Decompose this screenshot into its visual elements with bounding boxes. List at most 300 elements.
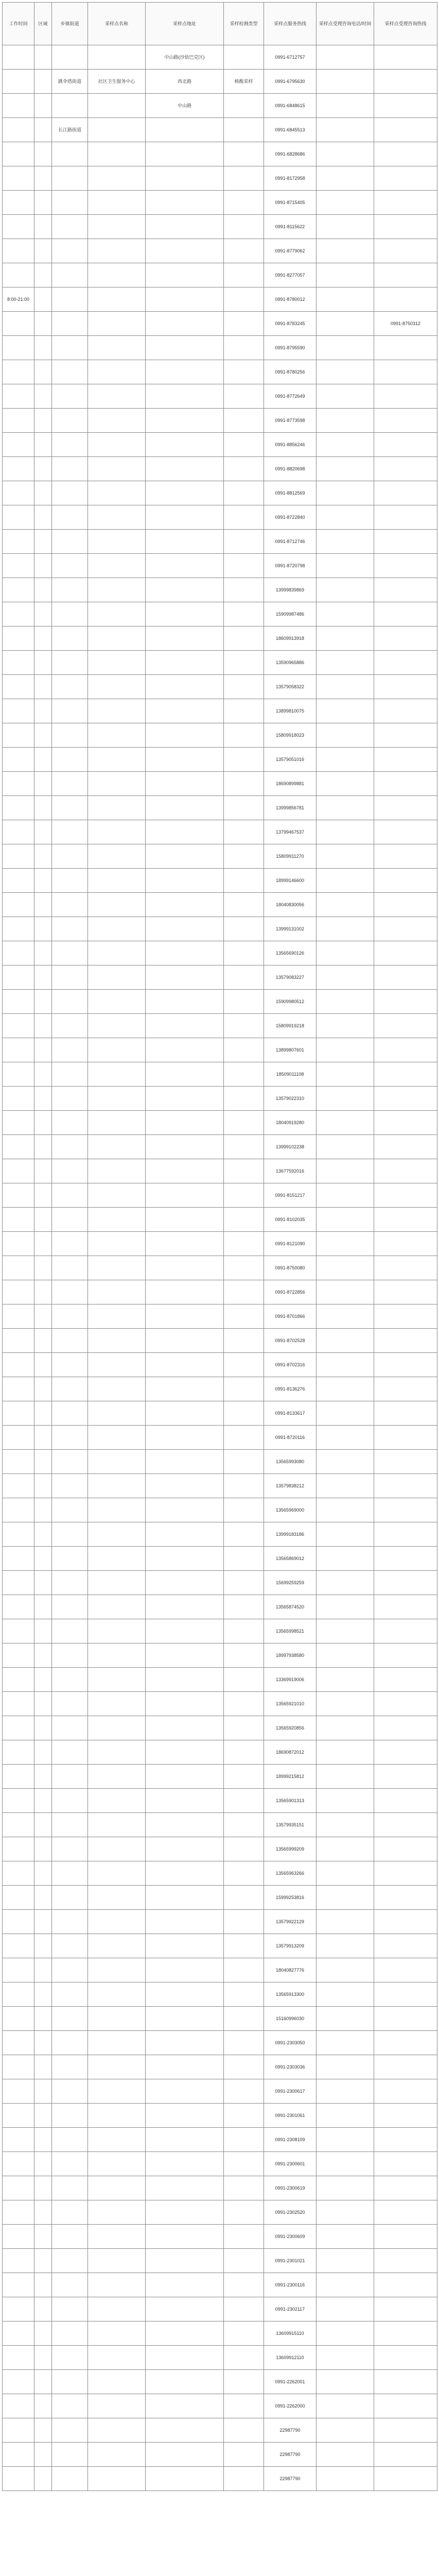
table-row	[3, 2273, 437, 2297]
consult-hotline-cell	[374, 481, 437, 505]
work-time-cell	[3, 1038, 34, 1062]
site-name-cell	[88, 360, 146, 384]
service-phone-cell: 13999839869	[264, 578, 317, 602]
service-phone-cell: 13565969000	[264, 1498, 317, 1522]
consult-hotline-cell	[374, 2467, 437, 2491]
consult-time-cell	[317, 1087, 374, 1111]
area-cell	[34, 2249, 52, 2273]
site-name-cell	[88, 2007, 146, 2031]
area-cell	[34, 1450, 52, 1474]
consult-time-cell	[317, 1571, 374, 1595]
site-name-cell	[88, 1837, 146, 1861]
consult-time-cell	[317, 1401, 374, 1426]
site-name-cell	[88, 1861, 146, 1886]
area-cell	[34, 1837, 52, 1861]
work-time-cell	[3, 2394, 34, 2418]
test-type-cell	[224, 1571, 264, 1595]
consult-time-cell	[317, 1643, 374, 1668]
test-type-cell	[224, 651, 264, 675]
site-name-cell	[88, 1643, 146, 1668]
table-row	[3, 820, 437, 844]
site-address-cell	[146, 1450, 224, 1474]
table-row	[3, 723, 437, 748]
table-row	[3, 1280, 437, 1304]
test-type-cell	[224, 1934, 264, 1958]
site-name-cell	[88, 2418, 146, 2443]
consult-hotline-cell	[374, 1401, 437, 1426]
site-address-cell	[146, 360, 224, 384]
consult-time-cell	[317, 360, 374, 384]
consult-hotline-cell	[374, 893, 437, 917]
consult-hotline-cell	[374, 1958, 437, 1982]
consult-hotline-cell	[374, 578, 437, 602]
service-phone-cell: 0991-6712757	[264, 45, 317, 70]
consult-hotline-cell	[374, 1886, 437, 1910]
site-name-cell	[88, 287, 146, 312]
test-type-cell	[224, 1426, 264, 1450]
work-time-cell	[3, 530, 34, 554]
site-name-cell	[88, 1062, 146, 1087]
test-type-cell	[224, 142, 264, 166]
consult-hotline-cell	[374, 1353, 437, 1377]
test-type-cell	[224, 772, 264, 796]
consult-hotline-cell	[374, 844, 437, 869]
consult-hotline-cell	[374, 530, 437, 554]
table-row	[3, 626, 437, 651]
header-service-phone: 采样点服务热线	[264, 3, 317, 45]
site-name-cell	[88, 602, 146, 626]
work-time-cell	[3, 215, 34, 239]
street-cell: 跳伞塔街道	[52, 70, 88, 94]
work-time-cell	[3, 118, 34, 142]
table-row	[3, 1304, 437, 1329]
consult-hotline-cell	[374, 409, 437, 433]
service-phone-cell: 0991-8812569	[264, 481, 317, 505]
test-type-cell	[224, 1668, 264, 1692]
test-type-cell	[224, 2079, 264, 2104]
consult-hotline-cell	[374, 2007, 437, 2031]
area-cell	[34, 312, 52, 336]
consult-hotline-cell	[374, 1716, 437, 1740]
service-phone-cell: 13565874520	[264, 1595, 317, 1619]
area-cell	[34, 409, 52, 433]
service-phone-cell: 13579913209	[264, 1934, 317, 1958]
table-row	[3, 2249, 437, 2273]
table-row	[3, 2079, 437, 2104]
site-address-cell	[146, 723, 224, 748]
street-cell	[52, 360, 88, 384]
work-time-cell	[3, 70, 34, 94]
site-name-cell	[88, 433, 146, 457]
consult-hotline-cell	[374, 1910, 437, 1934]
consult-hotline-cell	[374, 457, 437, 481]
work-time-cell	[3, 1474, 34, 1498]
table-row	[3, 360, 437, 384]
work-time-cell	[3, 1401, 34, 1426]
work-time-cell: 8:00-21:00	[3, 287, 34, 312]
work-time-cell	[3, 1910, 34, 1934]
table-row	[3, 384, 437, 409]
service-phone-cell: 0991-2300601	[264, 2152, 317, 2176]
consult-hotline-cell	[374, 1861, 437, 1886]
test-type-cell	[224, 1183, 264, 1208]
work-time-cell	[3, 1377, 34, 1401]
test-type-cell	[224, 263, 264, 287]
site-address-cell	[146, 2055, 224, 2079]
area-cell	[34, 118, 52, 142]
street-cell	[52, 1474, 88, 1498]
service-phone-cell: 0991-8172958	[264, 166, 317, 191]
site-name-cell	[88, 2273, 146, 2297]
site-name-cell	[88, 1982, 146, 2007]
test-type-cell	[224, 1522, 264, 1547]
site-address-cell	[146, 748, 224, 772]
consult-hotline-cell	[374, 2152, 437, 2176]
test-type-cell	[224, 990, 264, 1014]
area-cell	[34, 336, 52, 360]
consult-time-cell	[317, 2055, 374, 2079]
service-phone-cell: 15909987486	[264, 602, 317, 626]
service-phone-cell: 13579935151	[264, 1813, 317, 1837]
work-time-cell	[3, 1740, 34, 1765]
service-phone-cell: 0991-8115622	[264, 215, 317, 239]
table-row	[3, 917, 437, 941]
site-address-cell	[146, 1595, 224, 1619]
area-cell	[34, 1401, 52, 1426]
site-address-cell	[146, 1716, 224, 1740]
street-cell	[52, 1716, 88, 1740]
table-row	[3, 530, 437, 554]
area-cell	[34, 554, 52, 578]
work-time-cell	[3, 2273, 34, 2297]
consult-hotline-cell	[374, 772, 437, 796]
site-name-cell	[88, 1716, 146, 1740]
site-address-cell	[146, 1910, 224, 1934]
site-address-cell	[146, 578, 224, 602]
test-type-cell	[224, 1450, 264, 1474]
consult-hotline-cell	[374, 1450, 437, 1474]
consult-time-cell	[317, 2321, 374, 2346]
test-type-cell	[224, 2273, 264, 2297]
table-row	[3, 1135, 437, 1159]
consult-time-cell	[317, 1886, 374, 1910]
site-name-cell	[88, 1595, 146, 1619]
consult-hotline-cell	[374, 554, 437, 578]
consult-hotline-cell	[374, 1619, 437, 1643]
site-name-cell	[88, 1958, 146, 1982]
site-name-cell	[88, 1571, 146, 1595]
test-type-cell	[224, 1547, 264, 1571]
table-row	[3, 2443, 437, 2467]
site-name-cell	[88, 965, 146, 990]
consult-hotline-cell	[374, 917, 437, 941]
area-cell	[34, 1643, 52, 1668]
service-phone-cell: 0991-6828686	[264, 142, 317, 166]
header-site-name: 采样点名称	[88, 3, 146, 45]
consult-hotline-cell	[374, 748, 437, 772]
consult-hotline-cell	[374, 1038, 437, 1062]
table-row	[3, 1861, 437, 1886]
service-phone-cell: 0991-8720116	[264, 1426, 317, 1450]
site-address-cell: 中山路(沙依巴克区)	[146, 45, 224, 70]
test-type-cell	[224, 384, 264, 409]
consult-time-cell	[317, 1619, 374, 1643]
test-type-cell	[224, 1595, 264, 1619]
area-cell	[34, 917, 52, 941]
consult-time-cell	[317, 433, 374, 457]
site-address-cell	[146, 2370, 224, 2394]
area-cell	[34, 869, 52, 893]
service-phone-cell: 0991-2302117	[264, 2297, 317, 2321]
site-name-cell	[88, 2225, 146, 2249]
area-cell	[34, 965, 52, 990]
consult-hotline-cell	[374, 1329, 437, 1353]
table-row	[3, 1474, 437, 1498]
test-type-cell	[224, 1692, 264, 1716]
service-phone-cell: 0991-2301021	[264, 2249, 317, 2273]
work-time-cell	[3, 1111, 34, 1135]
work-time-cell	[3, 578, 34, 602]
table-row	[3, 2297, 437, 2321]
table-row	[3, 1571, 437, 1595]
area-cell	[34, 1474, 52, 1498]
site-name-cell	[88, 1256, 146, 1280]
test-type-cell	[224, 1329, 264, 1353]
site-name-cell	[88, 2467, 146, 2491]
consult-hotline-cell	[374, 2370, 437, 2394]
consult-time-cell	[317, 1934, 374, 1958]
consult-time-cell	[317, 1377, 374, 1401]
consult-hotline-cell	[374, 1765, 437, 1789]
work-time-cell	[3, 1886, 34, 1910]
site-name-cell	[88, 481, 146, 505]
street-cell	[52, 433, 88, 457]
work-time-cell	[3, 651, 34, 675]
work-time-cell	[3, 1668, 34, 1692]
service-phone-cell: 13565901313	[264, 1789, 317, 1813]
site-address-cell	[146, 2467, 224, 2491]
street-cell	[52, 1982, 88, 2007]
consult-time-cell	[317, 1910, 374, 1934]
area-cell	[34, 2273, 52, 2297]
consult-hotline-cell	[374, 1522, 437, 1547]
street-cell	[52, 990, 88, 1014]
area-cell	[34, 893, 52, 917]
site-address-cell	[146, 2225, 224, 2249]
site-address-cell	[146, 1692, 224, 1716]
site-name-cell	[88, 626, 146, 651]
area-cell	[34, 1135, 52, 1159]
area-cell	[34, 1087, 52, 1111]
site-name-cell	[88, 1304, 146, 1329]
street-cell	[52, 45, 88, 70]
service-phone-cell: 13590965886	[264, 651, 317, 675]
street-cell	[52, 651, 88, 675]
work-time-cell	[3, 2128, 34, 2152]
table-row	[3, 191, 437, 215]
site-address-cell	[146, 2152, 224, 2176]
area-cell	[34, 1522, 52, 1547]
service-phone-cell: 0991-2303050	[264, 2031, 317, 2055]
site-name-cell	[88, 1740, 146, 1765]
consult-time-cell	[317, 1837, 374, 1861]
street-cell	[52, 723, 88, 748]
site-name-cell	[88, 1183, 146, 1208]
table-row	[3, 1377, 437, 1401]
area-cell	[34, 1886, 52, 1910]
document	[2, 2, 437, 2491]
area-cell	[34, 990, 52, 1014]
area-cell	[34, 1159, 52, 1183]
service-phone-cell: 15699259259	[264, 1571, 317, 1595]
consult-time-cell	[317, 1232, 374, 1256]
table-row	[3, 118, 437, 142]
site-address-cell	[146, 1401, 224, 1426]
consult-time-cell	[317, 1256, 374, 1280]
site-address-cell	[146, 2443, 224, 2467]
work-time-cell	[3, 1692, 34, 1716]
consult-time-cell	[317, 142, 374, 166]
consult-hotline-cell	[374, 651, 437, 675]
site-address-cell	[146, 1982, 224, 2007]
consult-hotline-cell	[374, 2321, 437, 2346]
service-phone-cell: 13609915110	[264, 2321, 317, 2346]
site-address-cell	[146, 1765, 224, 1789]
consult-time-cell	[317, 1353, 374, 1377]
site-name-cell	[88, 2079, 146, 2104]
site-name-cell	[88, 1934, 146, 1958]
street-cell	[52, 1038, 88, 1062]
site-address-cell	[146, 2176, 224, 2200]
consult-hotline-cell	[374, 1498, 437, 1522]
site-name-cell	[88, 1135, 146, 1159]
consult-time-cell	[317, 796, 374, 820]
work-time-cell	[3, 1934, 34, 1958]
consult-hotline-cell	[374, 384, 437, 409]
service-phone-cell: 0991-8722840	[264, 505, 317, 530]
test-type-cell	[224, 1643, 264, 1668]
consult-time-cell	[317, 530, 374, 554]
area-cell	[34, 1595, 52, 1619]
work-time-cell	[3, 1135, 34, 1159]
service-phone-cell: 0991-8773598	[264, 409, 317, 433]
area-cell	[34, 505, 52, 530]
service-phone-cell: 13565913300	[264, 1982, 317, 2007]
table-row	[3, 2321, 437, 2346]
consult-hotline-cell	[374, 360, 437, 384]
site-address-cell	[146, 1377, 224, 1401]
test-type-cell	[224, 2200, 264, 2225]
service-phone-cell: 13999856781	[264, 796, 317, 820]
consult-time-cell	[317, 2249, 374, 2273]
area-cell	[34, 1232, 52, 1256]
site-address-cell	[146, 1135, 224, 1159]
site-address-cell	[146, 1934, 224, 1958]
test-type-cell	[224, 481, 264, 505]
consult-time-cell	[317, 1474, 374, 1498]
table-row	[3, 1208, 437, 1232]
test-type-cell	[224, 844, 264, 869]
area-cell	[34, 699, 52, 723]
site-address-cell	[146, 626, 224, 651]
area-cell	[34, 1716, 52, 1740]
service-phone-cell: 0991-2303036	[264, 2055, 317, 2079]
consult-time-cell	[317, 1183, 374, 1208]
work-time-cell	[3, 239, 34, 263]
area-cell	[34, 2079, 52, 2104]
consult-time-cell	[317, 1668, 374, 1692]
street-cell	[52, 675, 88, 699]
site-name-cell	[88, 651, 146, 675]
consult-time-cell	[317, 1958, 374, 1982]
consult-hotline-cell	[374, 869, 437, 893]
consult-hotline-cell	[374, 2128, 437, 2152]
test-type-cell	[224, 215, 264, 239]
table-row	[3, 675, 437, 699]
consult-hotline-cell	[374, 2176, 437, 2200]
work-time-cell	[3, 336, 34, 360]
work-time-cell	[3, 2200, 34, 2225]
area-cell	[34, 1014, 52, 1038]
service-phone-cell: 13799467537	[264, 820, 317, 844]
table-row	[3, 481, 437, 505]
table-row	[3, 505, 437, 530]
table-row	[3, 893, 437, 917]
site-address-cell	[146, 118, 224, 142]
site-address-cell	[146, 2394, 224, 2418]
area-cell	[34, 1789, 52, 1813]
site-name-cell	[88, 1280, 146, 1304]
work-time-cell	[3, 1861, 34, 1886]
consult-hotline-cell	[374, 796, 437, 820]
service-phone-cell: 13565993080	[264, 1450, 317, 1474]
street-cell	[52, 2249, 88, 2273]
area-cell	[34, 723, 52, 748]
site-address-cell	[146, 1547, 224, 1571]
street-cell	[52, 820, 88, 844]
street-cell	[52, 1280, 88, 1304]
table-row	[3, 2467, 437, 2491]
test-type-cell	[224, 748, 264, 772]
service-phone-cell: 15809919218	[264, 1014, 317, 1038]
service-phone-cell: 13579051016	[264, 748, 317, 772]
work-time-cell	[3, 1329, 34, 1353]
site-address-cell	[146, 2079, 224, 2104]
site-name-cell	[88, 2321, 146, 2346]
consult-hotline-cell	[374, 1934, 437, 1958]
work-time-cell	[3, 626, 34, 651]
consult-hotline-cell	[374, 1280, 437, 1304]
service-phone-cell: 13609912110	[264, 2346, 317, 2370]
site-name-cell	[88, 530, 146, 554]
table-row	[3, 2007, 437, 2031]
street-cell	[52, 1401, 88, 1426]
test-type-cell	[224, 239, 264, 263]
test-type-cell	[224, 2467, 264, 2491]
work-time-cell	[3, 1813, 34, 1837]
service-phone-cell: 13579922129	[264, 1910, 317, 1934]
street-cell	[52, 699, 88, 723]
service-phone-cell: 15809911270	[264, 844, 317, 869]
consult-time-cell	[317, 2225, 374, 2249]
area-cell	[34, 1740, 52, 1765]
service-phone-cell: 0991-2302520	[264, 2200, 317, 2225]
work-time-cell	[3, 2079, 34, 2104]
site-address-cell	[146, 1740, 224, 1765]
table-row	[3, 2176, 437, 2200]
street-cell	[52, 166, 88, 191]
consult-hotline-cell	[374, 1643, 437, 1668]
